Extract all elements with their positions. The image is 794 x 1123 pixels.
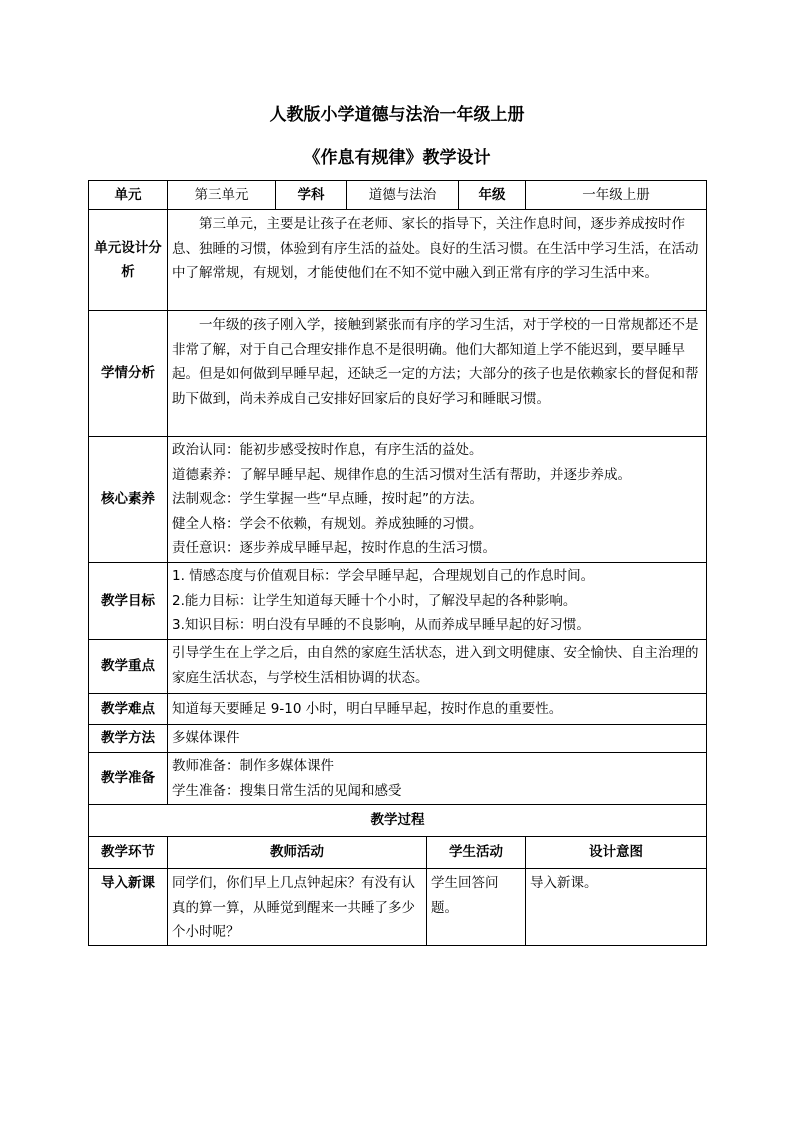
info-row — [89, 181, 707, 210]
preparation-label: 教学准备 — [89, 753, 168, 805]
objectives-content — [168, 563, 707, 640]
subject-value: 道德与法治 — [347, 181, 459, 210]
student-activity-header: 学生活动 — [427, 837, 526, 869]
preparation-item: 学生准备：搜集日常生活的见闻和感受 — [172, 782, 402, 799]
lesson-plan-table — [88, 180, 707, 946]
student-analysis-paragraph: 一年级的孩子刚入学，接触到紧张而有序的学习生活，对于学校的一日常规都还不是非常了解，对于自己合理安排作息不是很明确。他们大都知道上学不能迟到，要早睡早起。但是如何做到早睡早起，还缺乏一定的方法；大部分的孩子也是依赖家长的督促和帮助下做到，尚未养成自己安排好回家后的良好学习和睡眠习惯。 — [172, 317, 699, 407]
unit-label: 单元 — [89, 181, 168, 210]
subject-label: 学科 — [276, 181, 347, 210]
design-intent-header: 设计意图 — [526, 837, 707, 869]
key-points-row — [89, 640, 707, 694]
methods-text: 多媒体课件 — [168, 725, 707, 753]
difficulties-row — [89, 694, 707, 725]
stage-header: 教学环节 — [89, 837, 168, 869]
difficulties-label: 教学难点 — [89, 694, 168, 725]
objective-item: 1. 情感态度与价值观目标：学会早睡早起，合理规划自己的作息时间。 — [172, 568, 595, 584]
grade-label: 年级 — [459, 181, 526, 210]
key-points-label: 教学重点 — [89, 640, 168, 694]
unit-analysis-text — [168, 210, 707, 311]
core-literacy-content — [168, 437, 707, 563]
key-points-text: 引导学生在上学之后，由自然的家庭生活状态，进入到文明健康、安全愉快、自主治理的家庭生活状态，与学校生活相协调的状态。 — [168, 640, 707, 694]
unit-analysis-row — [89, 210, 707, 311]
difficulties-text: 知道每天要睡足 9-10 小时，明白早睡早起，按时作息的重要性。 — [168, 694, 707, 725]
grade-value: 一年级上册 — [526, 181, 707, 210]
objective-item: 2.能力目标：让学生知道每天睡十个小时，了解没早起的各种影响。 — [172, 592, 577, 609]
student-analysis-text — [168, 311, 707, 437]
process-title-row — [89, 805, 707, 837]
process-header-row — [89, 837, 707, 869]
core-literacy-item: 政治认同：能初步感受按时作息，有序生活的益处。 — [172, 442, 483, 458]
unit-value: 第三单元 — [168, 181, 276, 210]
core-literacy-item: 道德素养：了解早睡早起、规律作息的生活习惯对生活有帮助，并逐步养成。 — [172, 466, 631, 483]
core-literacy-item: 健全人格：学会不依赖，有规划。养成独睡的习惯。 — [172, 515, 483, 532]
objective-item: 3.知识目标：明白没有早睡的不良影响，从而养成早睡早起的好习惯。 — [172, 617, 590, 633]
preparation-content — [168, 753, 707, 805]
teacher-activity-header: 教师活动 — [168, 837, 427, 869]
document-title: 人教版小学道德与法治一年级上册 — [269, 105, 525, 125]
unit-analysis-paragraph: 第三单元，主要是让孩子在老师、家长的指导下，关注作息时间，逐步养成按时作息、独睡的习惯，体验到有序生活的益处。良好的生活习惯。在生活中学习生活，在活动中了解常规，有规划，才能使他们在不知不觉中融入到正常有序的学习生活中来。 — [172, 216, 699, 281]
process-stage: 导入新课 — [89, 869, 168, 946]
methods-row — [89, 725, 707, 753]
student-analysis-row — [89, 311, 707, 437]
process-row — [89, 869, 707, 946]
core-literacy-item: 责任意识：逐步养成早睡早起，按时作息的生活习惯。 — [172, 540, 496, 556]
process-title: 教学过程 — [89, 805, 707, 837]
core-literacy-row — [89, 437, 707, 563]
objectives-row — [89, 563, 707, 640]
objectives-label: 教学目标 — [89, 563, 168, 640]
process-teacher-activity: 同学们，你们早上几点钟起床？有没有认真的算一算，从睡觉到醒来一共睡了多少个小时呢？ — [168, 869, 427, 946]
process-design-intent: 导入新课。 — [526, 869, 707, 946]
process-student-activity: 学生回答问题。 — [427, 869, 526, 946]
student-analysis-label: 学情分析 — [89, 311, 168, 437]
unit-analysis-label: 单元设计分析 — [89, 210, 168, 311]
core-literacy-item: 法制观念：学生掌握一些“早点睡，按时起”的方法。 — [172, 491, 483, 507]
document-subtitle: 《作息有规律》教学设计 — [303, 148, 491, 168]
methods-label: 教学方法 — [89, 725, 168, 753]
preparation-row — [89, 753, 707, 805]
preparation-item: 教师准备：制作多媒体课件 — [172, 758, 334, 774]
core-literacy-label: 核心素养 — [89, 437, 168, 563]
